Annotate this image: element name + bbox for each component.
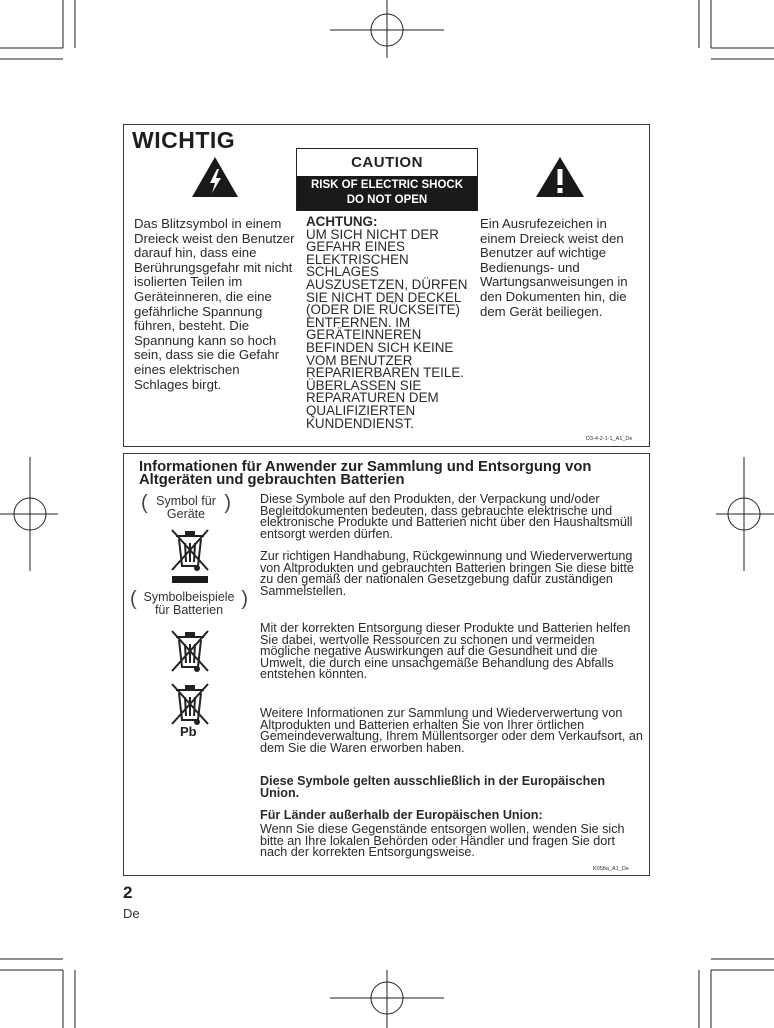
page-language: De — [123, 906, 140, 921]
disposal-info-title: Informationen für Anwender zur Sammlung und Entsorgung von Altgeräten und gebrauchten Batterien — [139, 459, 592, 488]
pb-label: Pb — [180, 724, 197, 739]
disposal-para-4: Weitere Informationen zur Sammlung und Wiederverwertung von Altprodukten und Batterien erhalten Sie von Ihrer örtlichen Gemeindeverwaltung, Ihrem Müllentsorger oder dem Verkaufsort, an dem Sie die Waren erworben haben. — [260, 706, 643, 755]
caution-explanation — [306, 216, 476, 430]
crossed-bin-pb-icon — [168, 680, 212, 726]
caution-label — [296, 148, 478, 211]
exclamation-explanation: Ein Ausrufezeichen in einem Dreieck weist den Benutzer auf wichtige Bedienungs- und Wartungsanweisungen in den Dokumenten hin, die dem Gerät beiliegen. — [480, 216, 628, 319]
exclamation-warning-icon — [535, 156, 585, 198]
symbol-label-devices-wrap: ( Symbol für Geräte ) — [141, 492, 231, 521]
wichtig-title: WICHTIG — [132, 127, 236, 153]
page-number: 2 — [123, 883, 133, 902]
disposal-para-1: Diese Symbole auf den Produkten, der Verpackung und/oder Begleitdokumenten bedeuten, dass gebrauchte elektrische und elektronische Produkte und Batterien nicht über den Haushaltsmüll entsorgt werden dürfen. — [260, 492, 633, 541]
symbol-label-devices: Symbol für Geräte — [156, 494, 216, 521]
disposal-para-2: Zur richtigen Handhabung, Rückgewinnung und Wiederverwertung von Altprodukten und gebrauchten Batterien bringen Sie diese bitte zu den gemäß der nationalen Gesetzgebung dafür zuständigen Sammelstellen. — [260, 549, 634, 598]
disposal-non-eu-text: Wenn Sie diese Gegenstände entsorgen wollen, wenden Sie sich bitte an Ihre lokalen Behörden oder Händler und fragen Sie dort nach der korrekten Entsorgungsweise. — [260, 822, 625, 860]
caution-line-2: DO NOT OPEN — [346, 194, 428, 206]
caution-explanation-body: UM SICH NICHT DER GEFAHR EINES ELEKTRISCHEN SCHLAGES AUSZUSETZEN, DÜRFEN SIE NICHT DEN DECKEL (ODER DIE RÜCKSEITE) ENTFERNEN. IM GERÄTEINNEREN BEFINDEN SICH KEINE VOM BENUTZER REPARIERBAREN TEILE. ÜBERLASSEN SIE REPARATUREN DEM QUALIFIZIERTEN KUNDENDIENST. — [306, 226, 468, 431]
disposal-code: K058a_A1_De — [593, 866, 629, 872]
symbol-label-batteries-wrap: ( Symbolbeispiele für Batterien ) — [130, 588, 248, 617]
caution-explanation-heading: ACHTUNG: — [306, 214, 378, 229]
caution-warning — [297, 176, 477, 211]
caution-line-1: RISK OF ELECTRIC SHOCK — [310, 179, 464, 191]
lightning-explanation: Das Blitzsymbol in einem Dreieck weist den Benutzer darauf hin, dass eine Berührungsgefahr mit nicht isolierten Teilen im Geräteinneren, die eine gefährliche Spannung führen, besteht. Die Spannung kann so hoch sein, dass sie die Gefahr eines elektrischen Schlages birgt. — [134, 216, 295, 392]
disposal-eu-note: Diese Symbole gelten ausschließlich in der Europäischen Union. — [260, 774, 606, 800]
document-code: D3-4-2-1-1_A1_De — [586, 436, 633, 442]
disposal-para-3: Mit der korrekten Entsorgung dieser Produkte und Batterien helfen Sie dabei, wertvolle Ressourcen zu schonen und vermeiden mögliche negative Auswirkungen auf die Gesundheit und die Umwelt, die durch eine unsachgemäße Behandlung des Abfalls entstehen könnten. — [260, 621, 631, 682]
caution-heading: CAUTION — [297, 149, 477, 176]
disposal-non-eu-heading: Für Länder außerhalb der Europäischen Union: — [260, 808, 543, 822]
crossed-bin-battery-icon — [168, 627, 212, 673]
crossed-bin-device-icon — [168, 526, 212, 584]
symbol-label-batteries: Symbolbeispiele für Batterien — [143, 590, 235, 617]
lightning-warning-icon — [191, 156, 239, 198]
